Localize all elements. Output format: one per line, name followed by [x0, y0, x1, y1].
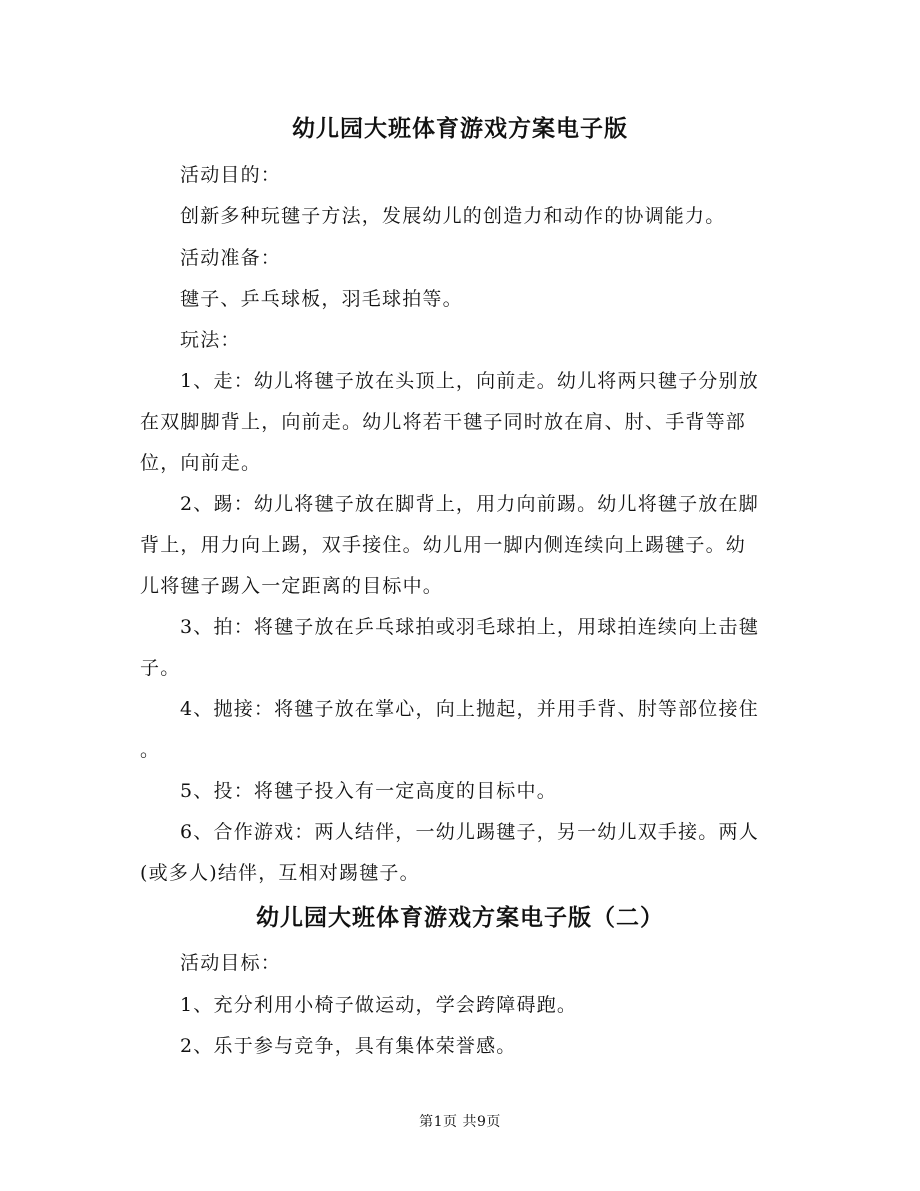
paragraph-line: 背上，用力向上踢，双手接住。幼儿用一脚内侧连续向上踢毽子。幼 [140, 534, 747, 556]
paragraph-line: 儿将毽子踢入一定距离的目标中。 [140, 575, 444, 597]
section-heading-goal: 活动目标： [180, 952, 282, 974]
document-title-part-two: 幼儿园大班体育游戏方案电子版（二） [256, 904, 664, 931]
section-heading-prep: 活动准备： [180, 247, 282, 269]
paragraph-line: (或多人)结伴，互相对踢毽子。 [140, 862, 420, 884]
paragraph-line: 2、踢：幼儿将毽子放在脚背上，用力向前踢。幼儿将毽子放在脚 [180, 493, 759, 515]
paragraph-line: 6、合作游戏：两人结伴，一幼儿踢毽子，另一幼儿双手接。两人 [180, 821, 759, 843]
paragraph-line: 毽子、乒乓球板，羽毛球拍等。 [180, 288, 463, 310]
paragraph-line: 3、拍：将毽子放在乒乓球拍或羽毛球拍上，用球拍连续向上击毽 [180, 616, 759, 638]
paragraph-line: 5、投：将毽子投入有一定高度的目标中。 [180, 780, 557, 802]
paragraph-line: 位，向前走。 [140, 452, 262, 474]
paragraph-line: 子。 [140, 657, 181, 679]
paragraph-line: 。 [140, 739, 161, 761]
paragraph-line: 创新多种玩毽子方法，发展幼儿的创造力和动作的协调能力。 [180, 205, 726, 227]
paragraph-line: 4、抛接：将毽子放在掌心，向上抛起，并用手背、肘等部位接住 [180, 698, 759, 720]
paragraph-line: 在双脚脚背上，向前走。幼儿将若干毽子同时放在肩、肘、手背等部 [140, 411, 747, 433]
paragraph-line: 1、充分利用小椅子做运动，学会跨障碍跑。 [180, 994, 578, 1016]
paragraph-line: 1、走：幼儿将毽子放在头顶上，向前走。幼儿将两只毽子分别放 [180, 370, 759, 392]
page-footer: 第1页 共9页 [419, 1114, 501, 1130]
paragraph-line: 2、乐于参与竞争，具有集体荣誉感。 [180, 1035, 517, 1057]
document-title: 幼儿园大班体育游戏方案电子版 [292, 115, 628, 142]
section-heading-goal: 活动目的： [180, 164, 282, 186]
section-heading-play: 玩法： [180, 329, 241, 351]
